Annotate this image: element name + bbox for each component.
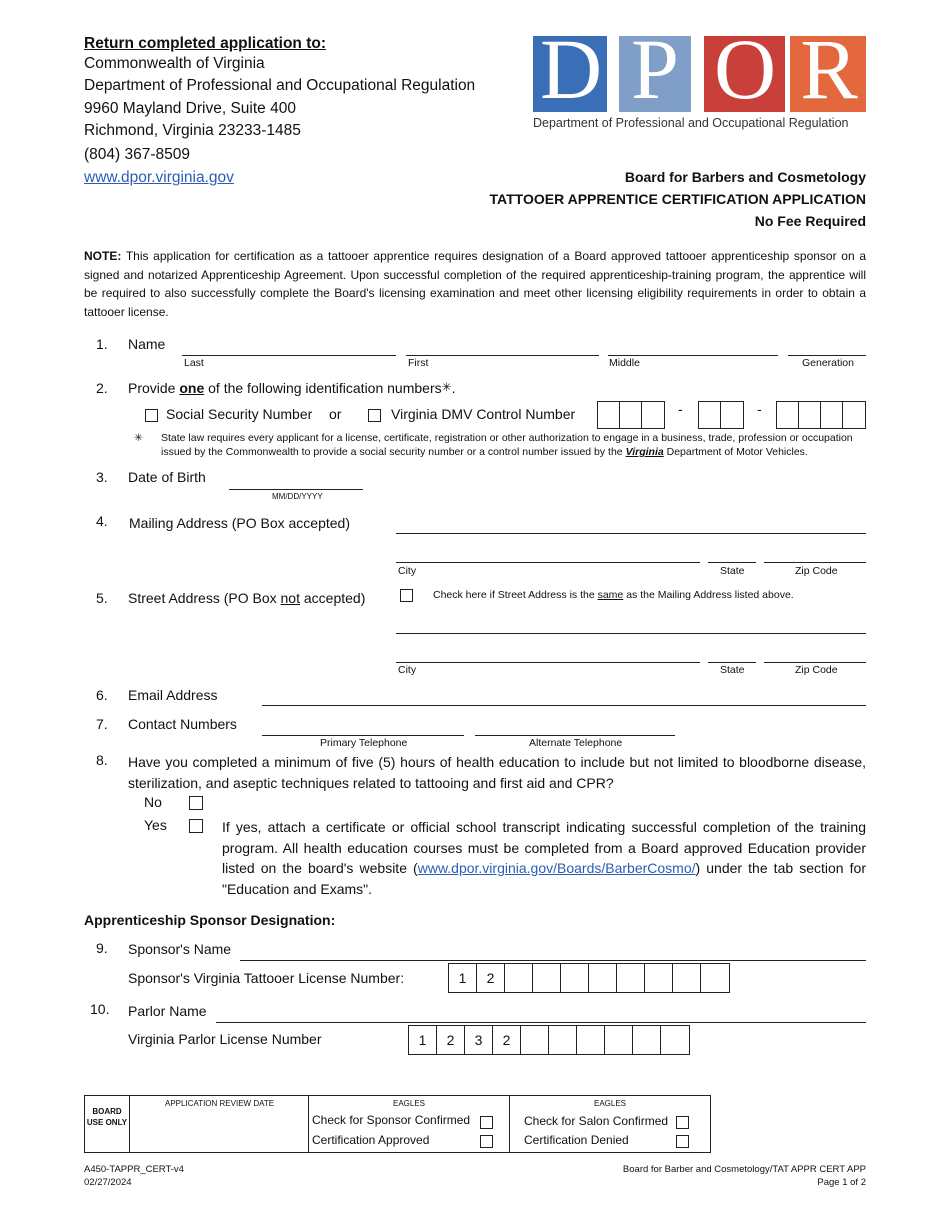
alternate-phone-field[interactable] bbox=[475, 735, 675, 736]
parlor-license-label: Virginia Parlor License Number bbox=[128, 1031, 322, 1047]
parlor-license-field[interactable] bbox=[408, 1025, 690, 1055]
logo-letter-p: P bbox=[631, 36, 679, 112]
q4-number: 4. bbox=[96, 513, 108, 529]
street-address-field[interactable] bbox=[396, 633, 866, 634]
q8-number: 8. bbox=[96, 752, 108, 768]
q1-label: Name bbox=[128, 336, 166, 352]
same-address-label: Check here if Street Address is the same as the Mailing Address listed above. bbox=[433, 589, 794, 601]
page-number: Page 1 of 2 bbox=[817, 1177, 866, 1188]
last-name-field[interactable] bbox=[182, 355, 396, 356]
middle-caption: Middle bbox=[609, 357, 640, 369]
ssn-checkbox[interactable] bbox=[145, 409, 158, 422]
form-id: A450-TAPPR_CERT-v4 bbox=[84, 1164, 184, 1175]
logo-letter-o: O bbox=[713, 36, 777, 112]
parlor-name-field[interactable] bbox=[216, 1022, 866, 1023]
logo-letter-r: R bbox=[800, 36, 858, 112]
mailing-zip-caption: Zip Code bbox=[795, 565, 838, 577]
dpor-logo bbox=[533, 36, 866, 112]
q8-no-checkbox[interactable] bbox=[189, 796, 203, 810]
street-state-field[interactable] bbox=[708, 662, 756, 663]
parlor-license-cell bbox=[577, 1026, 605, 1054]
q2-one: one bbox=[179, 380, 205, 396]
q6-number: 6. bbox=[96, 687, 108, 703]
note-paragraph bbox=[84, 247, 866, 321]
q1-number: 1. bbox=[96, 336, 108, 352]
id-part-1[interactable] bbox=[597, 401, 665, 429]
sponsor-name-field[interactable] bbox=[240, 960, 866, 961]
q9-label: Sponsor's Name bbox=[128, 941, 232, 957]
id-part-2[interactable] bbox=[698, 401, 744, 429]
q8-yes-instructions: If yes, attach a certificate or official school transcript indicating successful completion of the training program. All health education courses must be completed from a Board approved Education provider listed on the board's website (www.dpor.virginia.gov/Boards/BarberCosmo/) under the tab section for "Education and Exams". bbox=[222, 819, 866, 897]
generation-caption: Generation bbox=[802, 357, 854, 369]
street-zip-field[interactable] bbox=[764, 662, 866, 663]
q9-number: 9. bbox=[96, 940, 108, 956]
q4-label: Mailing Address (PO Box accepted) bbox=[129, 515, 350, 531]
parlor-license-cell bbox=[605, 1026, 633, 1054]
note-text: This application for certification as a tattooer apprentice requires designation of a Board approved tattooer apprenticeship sponsor on a signed and notarized Apprenticeship Agreement. Upon successful completion of the required apprenticeship-training program, the apprentice will be required to also successfully complete the Board's licensing examination and meet other licensing eligibility requirements in order to obtain a tattooer license. bbox=[84, 249, 866, 319]
salon-confirmed-checkbox[interactable] bbox=[676, 1116, 689, 1129]
parlor-license-cell: 2 bbox=[437, 1026, 465, 1054]
cert-approved-checkbox[interactable] bbox=[480, 1135, 493, 1148]
id-dash-2: - bbox=[757, 401, 762, 417]
dob-field[interactable] bbox=[229, 489, 363, 490]
sponsor-license-cell bbox=[617, 964, 645, 992]
parlor-license-cell: 2 bbox=[493, 1026, 521, 1054]
parlor-license-cell bbox=[521, 1026, 549, 1054]
parlor-license-cell: 3 bbox=[465, 1026, 493, 1054]
education-link[interactable]: www.dpor.virginia.gov/Boards/BarberCosmo/ bbox=[417, 860, 696, 876]
q8-no-label: No bbox=[144, 794, 162, 810]
sponsor-license-label: Sponsor's Virginia Tattooer License Number: bbox=[128, 970, 405, 986]
q5-label: Street Address (PO Box not accepted) bbox=[128, 590, 366, 606]
or-label: or bbox=[329, 406, 342, 422]
q2-label: Provide one of the following identification numbers✳. bbox=[128, 380, 456, 396]
footnote-asterisk-icon: ✳ bbox=[134, 432, 143, 444]
sponsor-license-cell bbox=[645, 964, 673, 992]
eagles-label-1: EAGLES bbox=[393, 1099, 426, 1108]
form-date: 02/27/2024 bbox=[84, 1177, 132, 1188]
sponsor-license-cell: 2 bbox=[477, 964, 505, 992]
mailing-city-caption: City bbox=[398, 565, 417, 577]
id-dash-1: - bbox=[678, 401, 683, 417]
primary-phone-caption: Primary Telephone bbox=[320, 737, 408, 749]
email-field[interactable] bbox=[262, 705, 866, 706]
sponsor-license-cell bbox=[589, 964, 617, 992]
website-link[interactable]: www.dpor.virginia.gov bbox=[84, 169, 234, 186]
cert-denied-label: Certification Denied bbox=[524, 1133, 629, 1147]
logo-letter-d: D bbox=[539, 36, 603, 112]
q6-label: Email Address bbox=[128, 687, 218, 703]
mailing-address-field[interactable] bbox=[396, 533, 866, 534]
q7-label: Contact Numbers bbox=[128, 716, 237, 732]
street-city-caption: City bbox=[398, 664, 417, 676]
eagles-label-2: EAGLES bbox=[594, 1099, 627, 1108]
dmv-label: Virginia DMV Control Number bbox=[391, 406, 576, 422]
return-line-2: Department of Professional and Occupational Regulation bbox=[84, 77, 476, 94]
q2-number: 2. bbox=[96, 380, 108, 396]
sponsor-license-cell bbox=[673, 964, 701, 992]
note-label: NOTE: bbox=[84, 249, 122, 263]
fee-note: No Fee Required bbox=[754, 213, 866, 229]
q3-number: 3. bbox=[96, 469, 108, 485]
street-city-field[interactable] bbox=[396, 662, 700, 663]
street-zip-caption: Zip Code bbox=[795, 664, 838, 676]
sponsor-license-cell: 1 bbox=[449, 964, 477, 992]
mailing-state-caption: State bbox=[720, 565, 745, 577]
street-state-caption: State bbox=[720, 664, 745, 676]
q8-question: Have you completed a minimum of five (5) hours of health education to include but not limited to bloodborne disease, sterilization, and aseptic techniques related to tattooing and first aid and CPR? bbox=[128, 754, 866, 791]
return-line-4: Richmond, Virginia 23233-1485 bbox=[84, 122, 301, 139]
sponsor-license-cell bbox=[505, 964, 533, 992]
q8-yes-checkbox[interactable] bbox=[189, 819, 203, 833]
parlor-license-cell bbox=[633, 1026, 661, 1054]
same-address-checkbox[interactable] bbox=[400, 589, 413, 602]
first-name-field[interactable] bbox=[406, 355, 599, 356]
board-use-label: BOARD USE ONLY bbox=[86, 1107, 128, 1127]
middle-name-field[interactable] bbox=[608, 355, 778, 356]
salon-confirmed-label: Check for Salon Confirmed bbox=[524, 1114, 669, 1128]
form-title: TATTOOER APPRENTICE CERTIFICATION APPLICATION bbox=[489, 191, 866, 207]
id-part-3[interactable] bbox=[776, 401, 866, 429]
ssn-label: Social Security Number bbox=[166, 406, 313, 422]
sponsor-confirmed-label: Check for Sponsor Confirmed bbox=[312, 1113, 471, 1127]
q3-label: Date of Birth bbox=[128, 469, 206, 485]
sponsor-confirmed-checkbox[interactable] bbox=[480, 1116, 493, 1129]
alternate-phone-caption: Alternate Telephone bbox=[529, 737, 623, 749]
sponsor-license-field[interactable] bbox=[448, 963, 730, 993]
dob-format: MM/DD/YYYY bbox=[272, 492, 323, 501]
mailing-city-field[interactable] bbox=[396, 562, 700, 563]
logo-caption: Department of Professional and Occupational Regulation bbox=[533, 116, 849, 130]
q10-label: Parlor Name bbox=[128, 1003, 207, 1019]
q10-number: 10. bbox=[90, 1001, 110, 1017]
review-date-label: APPLICATION REVIEW DATE bbox=[165, 1099, 275, 1108]
return-heading: Return completed application to: bbox=[84, 35, 326, 52]
q8-yes-label: Yes bbox=[144, 817, 167, 833]
parlor-license-cell bbox=[549, 1026, 577, 1054]
return-phone: (804) 367-8509 bbox=[84, 146, 190, 163]
dmv-checkbox[interactable] bbox=[368, 409, 381, 422]
primary-phone-field[interactable] bbox=[262, 735, 464, 736]
sponsor-license-cell bbox=[561, 964, 589, 992]
sponsor-heading: Apprenticeship Sponsor Designation: bbox=[84, 912, 336, 928]
mailing-state-field[interactable] bbox=[708, 562, 756, 563]
ssn-footnote: State law requires every applicant for a license, certificate, registration or other authorization to engage in a business, trade, profession or occupation issued by the Commonwealth to provide a social security number or a control number issued by the Virginia Department of Motor Vehicles. bbox=[161, 432, 853, 458]
parlor-license-cell: 1 bbox=[409, 1026, 437, 1054]
asterisk-icon: ✳ bbox=[441, 380, 452, 394]
mailing-zip-field[interactable] bbox=[764, 562, 866, 563]
generation-field[interactable] bbox=[788, 355, 866, 356]
sponsor-license-cell bbox=[533, 964, 561, 992]
first-caption: First bbox=[408, 357, 429, 369]
return-line-1: Commonwealth of Virginia bbox=[84, 55, 265, 72]
board-reference: Board for Barber and Cosmetology/TAT APPR CERT APP bbox=[622, 1164, 866, 1175]
q5-number: 5. bbox=[96, 590, 108, 606]
return-line-3: 9960 Mayland Drive, Suite 400 bbox=[84, 100, 296, 117]
last-caption: Last bbox=[184, 357, 204, 369]
cert-denied-checkbox[interactable] bbox=[676, 1135, 689, 1148]
sponsor-license-cell bbox=[701, 964, 729, 992]
cert-approved-label: Certification Approved bbox=[312, 1133, 430, 1147]
parlor-license-cell bbox=[661, 1026, 689, 1054]
board-name: Board for Barbers and Cosmetology bbox=[624, 169, 866, 185]
q7-number: 7. bbox=[96, 716, 108, 732]
